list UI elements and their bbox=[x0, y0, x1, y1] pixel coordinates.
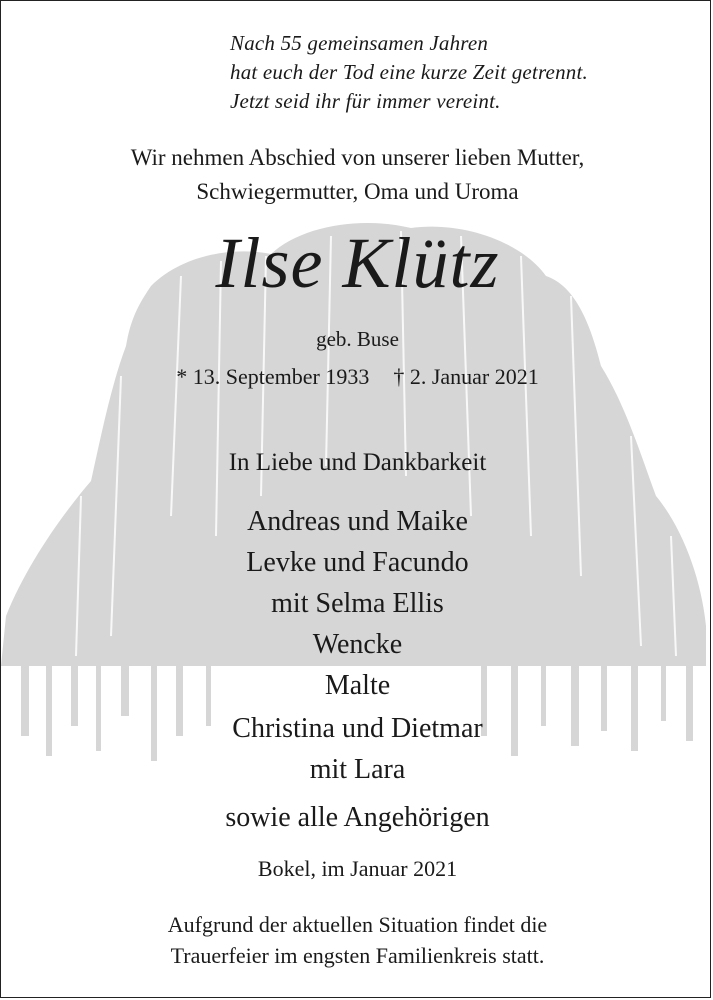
deceased-name: Ilse Klütz bbox=[215, 223, 500, 303]
death-date: † 2. Januar 2021 bbox=[393, 364, 539, 389]
birth-name: geb. Buse bbox=[316, 327, 399, 351]
mourners-group-1 bbox=[1, 501, 711, 706]
poem-line: Jetzt seid ihr für immer vereint. bbox=[230, 89, 501, 113]
poem bbox=[230, 29, 588, 116]
intro-line: Wir nehmen Abschied von unserer lieben Mutter, bbox=[130, 145, 585, 170]
intro-text bbox=[1, 141, 711, 209]
poem-line: hat euch der Tod eine kurze Zeit getrennt. bbox=[230, 60, 588, 84]
mourner-line: mit Selma Ellis bbox=[271, 588, 444, 619]
notice-line: Aufgrund der aktuellen Situation findet die bbox=[167, 912, 548, 937]
funeral-notice bbox=[1, 909, 711, 971]
mourner-line: mit Lara bbox=[309, 754, 406, 785]
poem-line: Nach 55 gemeinsamen Jahren bbox=[230, 31, 489, 55]
mourner-line: Wencke bbox=[312, 629, 403, 660]
mourner-line: Malte bbox=[324, 670, 391, 701]
mourner-line: Andreas und Maike bbox=[247, 506, 468, 537]
closing-phrase: In Liebe und Dankbarkeit bbox=[228, 449, 487, 476]
place-date: Bokel, im Januar 2021 bbox=[257, 856, 458, 881]
life-dates bbox=[1, 361, 711, 393]
intro-line: Schwiegermutter, Oma und Uroma bbox=[196, 179, 519, 204]
mourner-line: Christina und Dietmar bbox=[232, 713, 483, 744]
mourner-line: Levke und Facundo bbox=[246, 547, 469, 578]
notice-line: Trauerfeier im engsten Familienkreis statt. bbox=[170, 943, 545, 968]
other-relatives: sowie alle Angehörigen bbox=[225, 802, 490, 833]
mourners-group-2 bbox=[1, 708, 711, 790]
birth-date: * 13. September 1933 bbox=[176, 364, 370, 389]
